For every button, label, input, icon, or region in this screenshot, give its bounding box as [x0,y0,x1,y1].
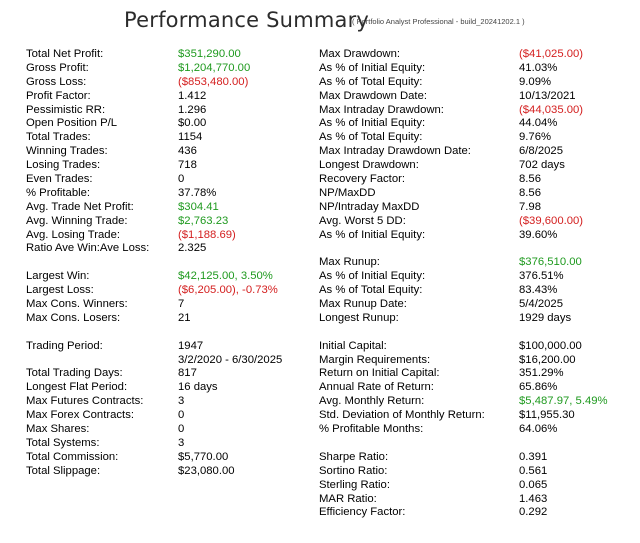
stat-label: Winning Trades: [26,145,108,158]
stat-label: Annual Rate of Return: [319,381,434,394]
stat-value: 21 [178,311,191,324]
stat-label: Pessimistic RR: [26,103,106,116]
stat-value: $5,770.00 [178,450,229,463]
stat-label: Std. Deviation of Monthly Return: [319,409,485,422]
stat-value: 44.04% [519,117,558,130]
stat-value: 2.325 [178,242,207,255]
stat-value: 1947 [178,339,204,352]
stat-label: Longest Drawdown: [319,159,419,172]
stat-value: ($6,205.00), -0.73% [178,284,278,297]
stat-value: $2,763.23 [178,214,229,227]
stat-value: 1.296 [178,103,207,116]
stat-value: 376.51% [519,270,564,283]
stat-value: 1929 days [519,311,572,324]
stat-value: 1.412 [178,89,207,102]
stat-label: Gross Loss: [26,75,87,88]
stat-label: MAR Ratio: [319,492,377,505]
stat-label: As % of Initial Equity: [319,270,426,283]
stat-value: ($39,600.00) [519,214,584,227]
stat-value: $5,487.97, 5.49% [519,395,608,408]
stat-value: 10/13/2021 [519,89,576,102]
stat-label: Max Runup: [319,256,380,269]
stat-label: Max Futures Contracts: [26,395,144,408]
stat-value: 0.561 [519,464,548,477]
stat-value: 0.391 [519,450,548,463]
stat-label: Max Runup Date: [319,298,407,311]
stat-label: Recovery Factor: [319,173,406,186]
stat-value: 37.78% [178,186,217,199]
stat-value: 39.60% [519,228,558,241]
page-title: Performance Summary [124,8,370,32]
stat-label: Avg. Monthly Return: [319,395,425,408]
stat-label: Sterling Ratio: [319,478,390,491]
stat-value: 817 [178,367,197,380]
stat-value: 8.56 [519,173,541,186]
stat-label: NP/Intraday MaxDD [319,200,420,213]
stat-label: Margin Requirements: [319,353,431,366]
stat-label: Total Trades: [26,131,91,144]
stat-label: Losing Trades: [26,159,101,172]
stat-label: Profit Factor: [26,89,91,102]
stat-label: Max Intraday Drawdown Date: [319,145,471,158]
stat-value: 0.292 [519,506,548,519]
stat-value: $11,955.30 [519,409,575,422]
stat-value: 0.065 [519,478,548,491]
stat-value: $100,000.00 [519,339,582,352]
stat-label: Sortino Ratio: [319,464,388,477]
stat-value: 436 [178,145,197,158]
stat-value: 3 [178,436,185,449]
stat-label: Trading Period: [26,339,103,352]
stat-label: Ratio Ave Win:Ave Loss: [26,242,150,255]
stat-value: 8.56 [519,186,541,199]
stat-value: 65.86% [519,381,558,394]
stat-label: Return on Initial Capital: [319,367,440,380]
stat-label: As % of Total Equity: [319,75,423,88]
stat-value: 0 [178,409,185,422]
stat-label: Efficiency Factor: [319,506,406,519]
stat-label: Avg. Worst 5 DD: [319,214,406,227]
stat-label: As % of Initial Equity: [319,61,426,74]
stat-label: Avg. Winning Trade: [26,214,128,227]
stat-value: $0.00 [178,117,207,130]
stat-label: Even Trades: [26,173,93,186]
stat-label: As % of Total Equity: [319,284,423,297]
stat-value: 83.43% [519,284,558,297]
stat-value: 9.09% [519,75,552,88]
stat-label: Max Drawdown: [319,48,400,60]
stat-value: $376,510.00 [519,256,582,269]
stat-value: 3/2/2020 - 6/30/2025 [178,353,283,366]
stat-label: Max Forex Contracts: [26,409,134,422]
stat-value: 64.06% [519,423,558,436]
stat-value: ($41,025.00) [519,48,584,60]
stat-value: 41.03% [519,61,558,74]
stat-label: As % of Initial Equity: [319,117,426,130]
stat-value: 0 [178,423,185,436]
stat-label: Open Position P/L [26,117,118,130]
stat-label: Longest Runup: [319,311,399,324]
stat-value: 718 [178,159,197,172]
stat-label: Max Shares: [26,423,90,436]
stat-value: $23,080.00 [178,464,235,477]
stat-label: Total Systems: [26,436,100,449]
stat-value: 0 [178,173,185,186]
stat-label: Max Cons. Winners: [26,298,128,311]
stat-label: Avg. Losing Trade: [26,228,120,241]
stat-value: $351,290.00 [178,48,241,60]
stat-label: Total Net Profit: [26,48,104,60]
stat-value: 1.463 [519,492,548,505]
stat-label: Total Commission: [26,450,119,463]
stat-label: Max Drawdown Date: [319,89,427,102]
stat-value: ($44,035.00) [519,103,584,116]
stat-value: 7.98 [519,200,541,213]
stat-value: 7 [178,298,185,311]
stat-value: $304.41 [178,200,219,213]
stat-label: % Profitable Months: [319,423,424,436]
stat-value: 6/8/2025 [519,145,563,158]
stat-label: Largest Loss: [26,284,94,297]
stat-label: As % of Total Equity: [319,131,423,144]
stat-label: Max Cons. Losers: [26,311,121,324]
stat-label: Largest Win: [26,270,90,283]
stat-label: Avg. Trade Net Profit: [26,200,134,213]
stat-value: 5/4/2025 [519,298,563,311]
stat-label: Initial Capital: [319,339,387,352]
build-subtitle: ( Portfolio Analyst Professional - build_20241202.1 ) [352,17,525,26]
stat-value: 9.76% [519,131,552,144]
stat-label: Gross Profit: [26,61,89,74]
stat-value: $1,204,770.00 [178,61,251,74]
stat-value: $42,125.00, 3.50% [178,270,273,283]
stat-value: ($853,480.00) [178,75,249,88]
stat-value: ($1,188.69) [178,228,236,241]
stat-value: 3 [178,395,185,408]
stat-label: Max Intraday Drawdown: [319,103,444,116]
stat-label: Longest Flat Period: [26,381,128,394]
stat-value: 351.29% [519,367,564,380]
stat-label: Total Trading Days: [26,367,123,380]
stat-label: NP/MaxDD [319,186,376,199]
stat-value: $16,200.00 [519,353,576,366]
stat-label: Total Slippage: [26,464,101,477]
stat-value: 16 days [178,381,218,394]
stat-label: % Profitable: [26,186,91,199]
stat-label: As % of Initial Equity: [319,228,426,241]
stat-label: Sharpe Ratio: [319,450,389,463]
stat-value: 702 days [519,159,565,172]
stat-value: 1154 [178,131,203,144]
